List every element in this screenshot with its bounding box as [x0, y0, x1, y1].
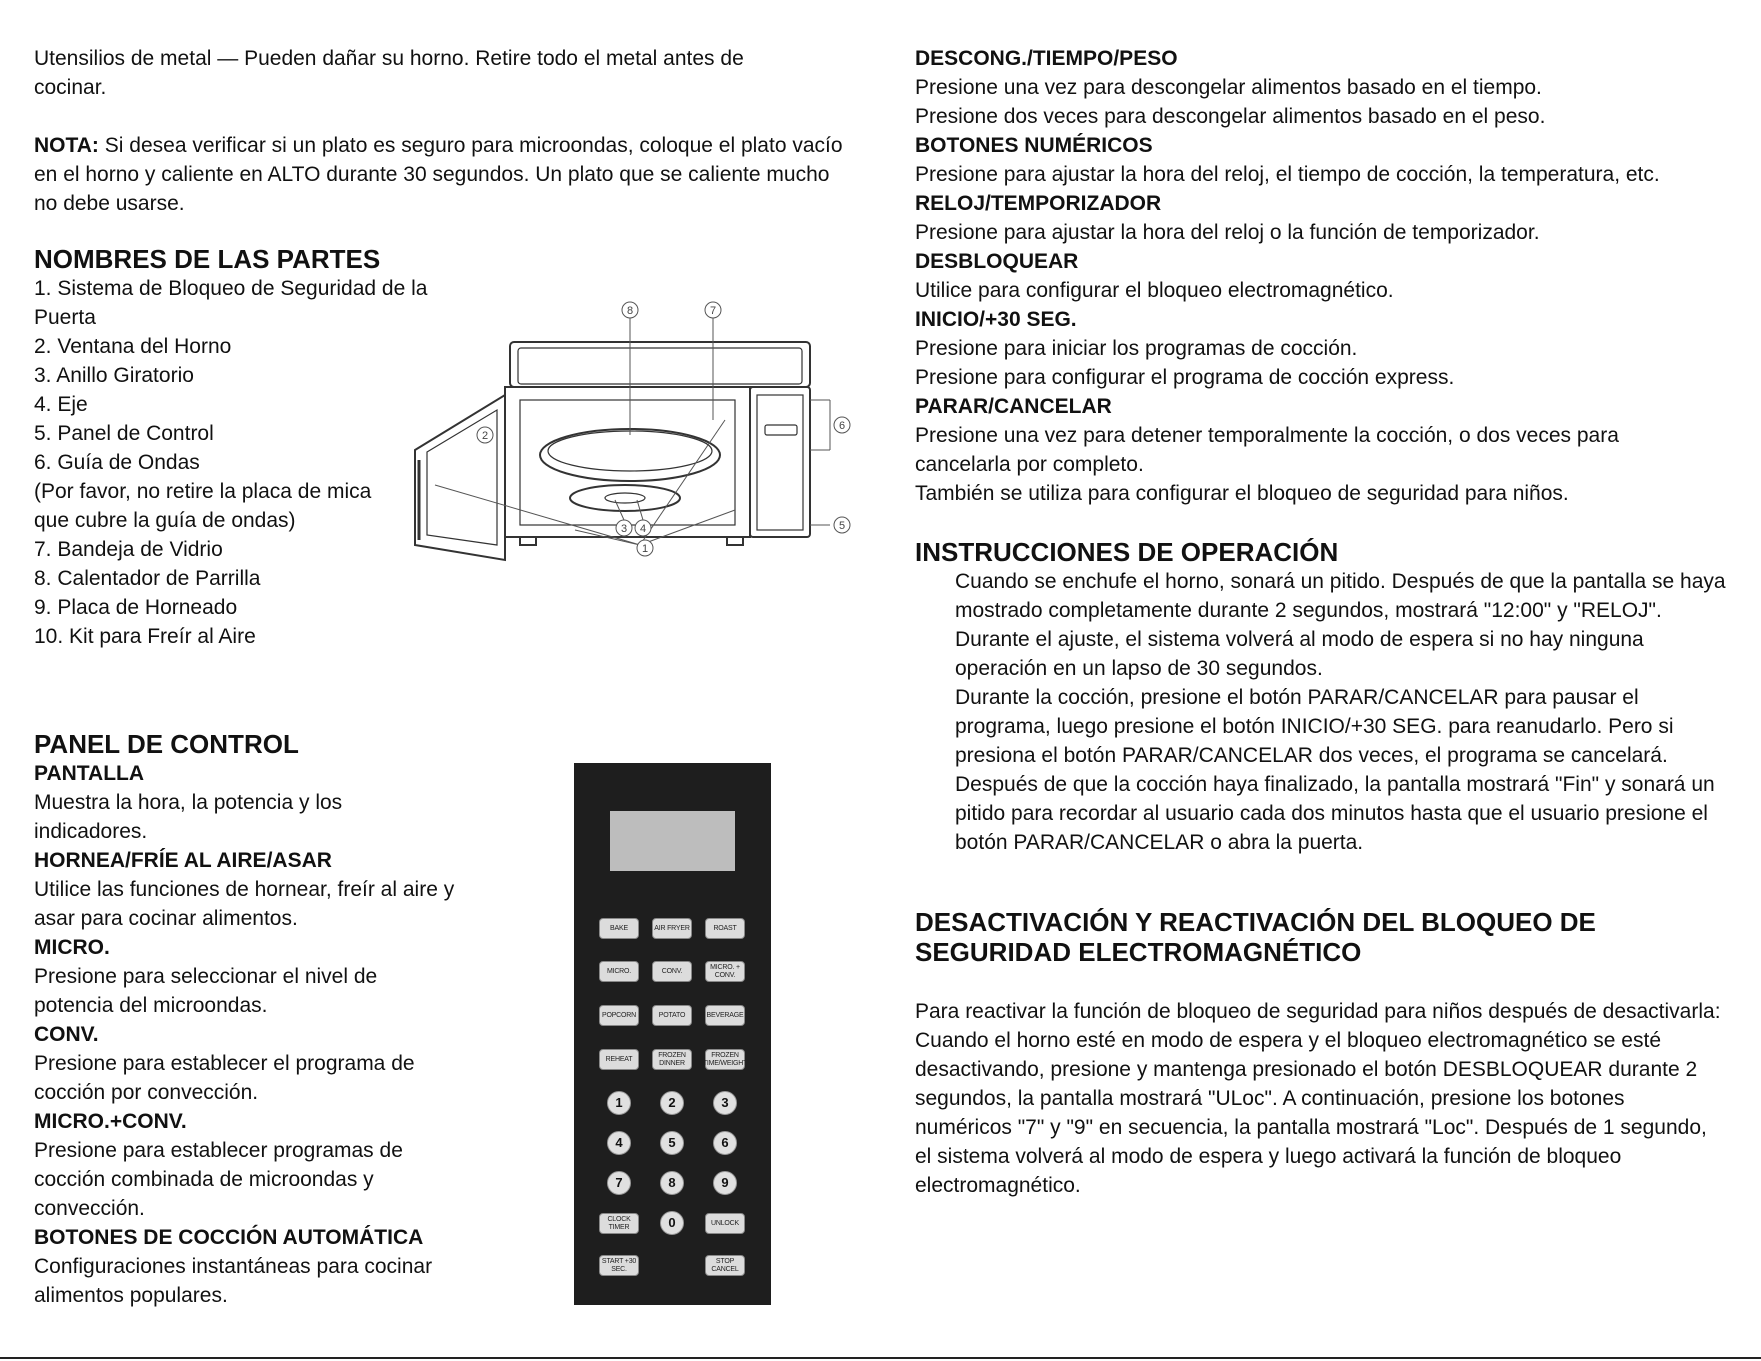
panel-item	[34, 759, 494, 846]
operation-step: Durante la cocción, presione el botón PARAR/CANCELAR para pausar el programa, luego presione el botón INICIO/+30 SEG. para reanudarlo. Pero si presiona el botón PARAR/CANCELAR dos veces, el programa se cancelará.	[955, 686, 1674, 767]
parts-item: 4. Eje	[34, 393, 88, 416]
digit-5-button[interactable]: 5	[660, 1131, 684, 1155]
panel-item-title: HORNEA/FRÍE AL AIRE/ASAR	[34, 849, 332, 872]
function-title: PARAR/CANCELAR	[915, 395, 1112, 418]
parts-list	[34, 274, 454, 651]
parts-item: 5. Panel de Control	[34, 422, 214, 445]
parts-item: 2. Ventana del Horno	[34, 335, 232, 358]
operation-title: INSTRUCCIONES DE OPERACIÓN	[915, 537, 1339, 567]
function-title: DESBLOQUEAR	[915, 250, 1079, 273]
note-label: NOTA:	[34, 134, 99, 157]
operation-step: Durante el ajuste, el sistema volverá al modo de espera si no hay ninguna operación en un lapso de 30 segundos.	[955, 628, 1644, 680]
bake-button[interactable]: BAKE	[599, 918, 639, 939]
display-screen	[610, 811, 735, 871]
metal-warning: Utensilios de metal — Pueden dañar su horno. Retire todo el metal antes de cocinar.	[34, 47, 744, 99]
unlock-button[interactable]: UNLOCK	[705, 1213, 745, 1234]
bottom-divider	[0, 1357, 1761, 1359]
panel-item-text: Presione para establecer programas de cocción combinada de microondas y convección.	[34, 1139, 403, 1220]
frozen-time-weight-button[interactable]: FROZEN TIME/WEIGHT	[705, 1049, 745, 1070]
note-text: Si desea verificar si un plato es seguro para microondas, coloque el plato vacío en el horno y caliente en ALTO durante 30 segundos. Un plato que se caliente mucho no debe usarse.	[34, 134, 843, 215]
callout-3: 3	[620, 523, 628, 535]
callout-2: 2	[481, 430, 489, 442]
parts-title: NOMBRES DE LAS PARTES	[34, 244, 381, 274]
oven-diagram	[405, 300, 855, 600]
function-title: RELOJ/TEMPORIZADOR	[915, 192, 1162, 215]
reheat-button[interactable]: REHEAT	[599, 1049, 639, 1070]
function-title: BOTONES NUMÉRICOS	[915, 134, 1153, 157]
function-item	[915, 131, 1735, 189]
panel-item-text: Configuraciones instantáneas para cocinar alimentos populares.	[34, 1255, 433, 1307]
operation-instructions	[915, 567, 1735, 857]
operation-step: Después de que la cocción haya finalizado, la pantalla mostrará "Fin" y sonará un pitido para recordar al usuario cada dos minutos hasta que el usuario presione el botón PARAR/CANCELAR o abra la puerta.	[955, 773, 1715, 854]
parts-item: 8. Calentador de Parrilla	[34, 567, 261, 590]
callout-6: 6	[838, 420, 846, 432]
digit-3-button[interactable]: 3	[713, 1091, 737, 1115]
digit-6-button[interactable]: 6	[713, 1131, 737, 1155]
digit-2-button[interactable]: 2	[660, 1091, 684, 1115]
digit-4-button[interactable]: 4	[607, 1131, 631, 1155]
panel-item-title: CONV.	[34, 1023, 99, 1046]
parts-item: 10. Kit para Freír al Aire	[34, 625, 256, 648]
panel-item	[34, 1020, 494, 1107]
parts-item: 1. Sistema de Bloqueo de Seguridad de la Puerta	[34, 277, 428, 329]
callout-4: 4	[639, 523, 647, 535]
callout-7: 7	[709, 305, 717, 317]
lock-text: Para reactivar la función de bloqueo de seguridad para niños después de desactivarla: Cuando el horno esté en modo de espera y el bloqueo electromagnético se esté desactivando, presione y mantenga presionado el botón DESBLOQUEAR durante 2 segundos, la pantalla mostrará "ULoc". A continuación, presione los botones numéricos "7" y "9" en secuencia, la pantalla mostrará "Loc". Después de 1 segundo, el sistema volverá al modo de espera y luego activará la función de bloqueo electromagnético.	[915, 1000, 1721, 1197]
panel-item-title: PANTALLA	[34, 762, 145, 785]
callout-5: 5	[838, 520, 846, 532]
function-item	[915, 247, 1735, 305]
panel-item-title: MICRO.+CONV.	[34, 1110, 187, 1133]
function-item	[915, 305, 1735, 392]
left-column-top	[34, 44, 843, 247]
function-item	[915, 392, 1735, 508]
parts-item: (Por favor, no retire la placa de mica	[34, 480, 372, 503]
panel-item	[34, 933, 494, 1020]
parts-item: 6. Guía de Ondas	[34, 451, 200, 474]
right-column	[915, 44, 1735, 1200]
lock-title: DESACTIVACIÓN Y REACTIVACIÓN DEL BLOQUEO DE SEGURIDAD ELECTROMAGNÉTICO	[915, 907, 1596, 967]
function-line: Presione una vez para descongelar alimentos basado en el tiempo.	[915, 76, 1542, 99]
panel-item	[34, 846, 494, 933]
operation-step: Cuando se enchufe el horno, sonará un pitido. Después de que la pantalla se haya mostrado completamente durante 2 segundos, mostrará "12:00" y "RELOJ".	[955, 570, 1726, 622]
panel-item-text: Presione para establecer el programa de cocción por convección.	[34, 1052, 415, 1104]
panel-item-text: Utilice las funciones de hornear, freír al aire y asar para cocinar alimentos.	[34, 878, 455, 930]
function-line: Presione para configurar el programa de cocción express.	[915, 366, 1455, 389]
function-title: DESCONG./TIEMPO/PESO	[915, 47, 1178, 70]
roast-button[interactable]: ROAST	[705, 918, 745, 939]
function-title: INICIO/+30 SEG.	[915, 308, 1077, 331]
potato-button[interactable]: POTATO	[652, 1005, 692, 1026]
start-button[interactable]: START +30 SEC.	[599, 1255, 639, 1276]
parts-item: 9. Placa de Horneado	[34, 596, 238, 619]
parts-item: que cubre la guía de ondas)	[34, 509, 296, 532]
function-line: Presione para iniciar los programas de cocción.	[915, 337, 1358, 360]
panel-item	[34, 1223, 494, 1310]
function-line: Presione dos veces para descongelar alimentos basado en el peso.	[915, 105, 1546, 128]
micro-button[interactable]: MICRO.	[599, 961, 639, 982]
callout-1: 1	[641, 543, 649, 555]
control-panel-illustration	[574, 763, 771, 1305]
micro-conv-button[interactable]: MICRO. + CONV.	[705, 961, 745, 982]
frozen-dinner-button[interactable]: FROZEN DINNER	[652, 1049, 692, 1070]
function-line: Presione para ajustar la hora del reloj o la función de temporizador.	[915, 221, 1540, 244]
function-line: Presione para ajustar la hora del reloj, el tiempo de cocción, la temperatura, etc.	[915, 163, 1660, 186]
function-line: Presione una vez para detener temporalmente la cocción, o dos veces para cancelarla por completo.	[915, 424, 1619, 476]
panel-title: PANEL DE CONTROL	[34, 729, 299, 759]
panel-item-text: Muestra la hora, la potencia y los indicadores.	[34, 791, 343, 843]
note-paragraph	[34, 131, 844, 218]
lock-section	[915, 907, 1735, 1200]
air-fryer-button[interactable]: AIR FRYER	[652, 918, 692, 939]
parts-item: 3. Anillo Giratorio	[34, 364, 194, 387]
callout-8: 8	[626, 305, 634, 317]
function-item	[915, 189, 1735, 247]
clock-timer-button[interactable]: CLOCK TIMER	[599, 1213, 639, 1234]
function-line: También se utiliza para configurar el bloqueo de seguridad para niños.	[915, 482, 1569, 505]
digit-8-button[interactable]: 8	[660, 1171, 684, 1195]
popcorn-button[interactable]: POPCORN	[599, 1005, 639, 1026]
panel-item-title: BOTONES DE COCCIÓN AUTOMÁTICA	[34, 1226, 424, 1249]
parts-item: 7. Bandeja de Vidrio	[34, 538, 223, 561]
panel-item-text: Presione para seleccionar el nivel de potencia del microondas.	[34, 965, 378, 1017]
function-line: Utilice para configurar el bloqueo electromagnético.	[915, 279, 1394, 302]
panel-item-title: MICRO.	[34, 936, 110, 959]
digit-1-button[interactable]: 1	[607, 1091, 631, 1115]
digit-0-button[interactable]: 0	[660, 1211, 684, 1235]
stop-cancel-button[interactable]: STOP CANCEL	[705, 1255, 745, 1276]
digit-7-button[interactable]: 7	[607, 1171, 631, 1195]
control-panel-section	[34, 729, 494, 1310]
parts-section	[34, 244, 454, 651]
conv-button[interactable]: CONV.	[652, 961, 692, 982]
function-item	[915, 44, 1735, 131]
panel-item	[34, 1107, 494, 1223]
digit-9-button[interactable]: 9	[713, 1171, 737, 1195]
beverage-button[interactable]: BEVERAGE	[705, 1005, 745, 1026]
